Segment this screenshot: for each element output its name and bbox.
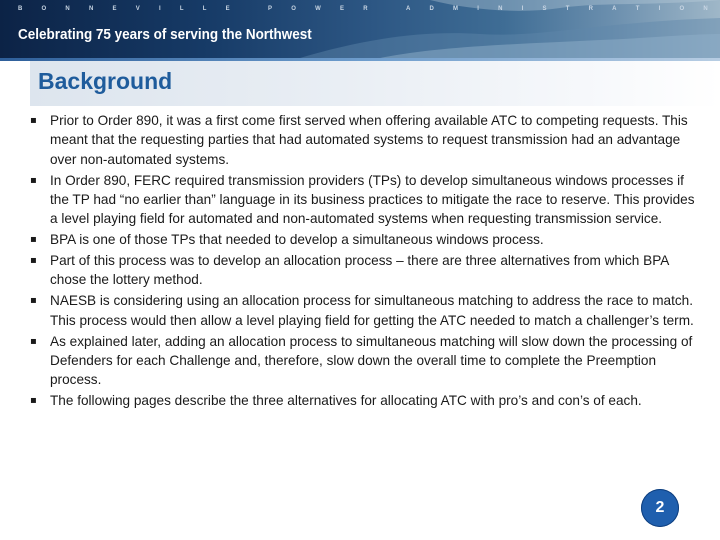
agency-letter: T [635,6,640,12]
bullet-item [30,230,702,249]
bullet-text: NAESB is considering using an allocation process for simultaneous matching to address the race to match. This process would then allow a level playing field for getting the ATC needed to match a challenger’s term. [50,293,694,328]
header-banner [0,0,720,58]
bullet-item [30,171,702,229]
tagline: Celebrating 75 years of serving the Northwest [18,27,312,43]
agency-letter: T [565,6,570,12]
agency-letter: I [521,6,524,12]
bullet-text: Prior to Order 890, it was a first come first served when offering available ATC to competing requests. This meant that the requesting parties that had automated systems to request transmission had an advantage over non-automated systems. [50,113,688,167]
agency-letter: N [703,6,708,12]
agency-letter: N [88,6,94,12]
agency-letter: O [291,6,296,12]
agency-letter: S [542,6,547,12]
agency-letter: E [112,6,117,12]
agency-letter: L [202,6,207,12]
agency-letter: O [41,6,47,12]
agency-letter: A [612,6,617,12]
square-bullet-icon: ▪ [30,115,37,126]
agency-letter: N [498,6,503,12]
square-bullet-icon: ▪ [30,295,37,307]
agency-letter: I [158,6,161,12]
agency-letter: M [453,6,459,12]
slide-title: Background [38,68,173,94]
bullet-text: The following pages describe the three alternatives for allocating ATC with pro’s and con’s of each. [50,393,642,409]
bullet-item [30,391,702,410]
agency-letter: R [588,6,593,12]
agency-letter: W [315,6,321,12]
agency-letter: V [135,6,140,12]
square-bullet-icon: ▪ [30,174,37,186]
square-bullet-icon: ▪ [30,395,37,407]
agency-letter: A [405,6,411,12]
agency-letter: D [429,6,434,12]
bullet-item [30,251,702,290]
square-bullet-icon: ▪ [30,255,37,267]
agency-name [18,6,708,16]
agency-letter: P [268,6,273,12]
page-number-badge: 2 [641,489,679,527]
bullet-text: As explained later, adding an allocation process to simultaneous matching will slow down the processing of Defenders for each Challenge and, therefore, slow down the overall time to complete the Preemption process. [50,333,693,388]
agency-letter: E [225,6,230,12]
bullet-item [30,332,702,390]
bullet-list [30,111,702,412]
square-bullet-icon: ▪ [30,335,37,347]
bullet-item [30,291,702,330]
bullet-text: In Order 890, FERC required transmission providers (TPs) to develop simultaneous windows processes if the TP had “no earlier than” language in its business practices to mitigate the race to reserve. This provides a level playing field for automated and non-automated systems when requesting transmission service. [50,172,695,227]
bullet-text: Part of this process was to develop an allocation process – there are three alternatives from which BPA chose the lottery method. [50,253,669,288]
agency-letter: I [658,6,661,12]
agency-letter: E [339,6,344,12]
agency-letter: N [65,6,70,12]
bullet-text: BPA is one of those TPs that needed to develop a simultaneous windows process. [50,232,544,248]
bullet-item [30,111,702,169]
agency-letter: O [679,6,685,12]
agency-letter: B [18,6,23,12]
square-bullet-icon: ▪ [30,234,37,246]
agency-letter: L [179,6,184,12]
agency-letter: R [363,6,368,12]
agency-letter: I [477,6,479,12]
